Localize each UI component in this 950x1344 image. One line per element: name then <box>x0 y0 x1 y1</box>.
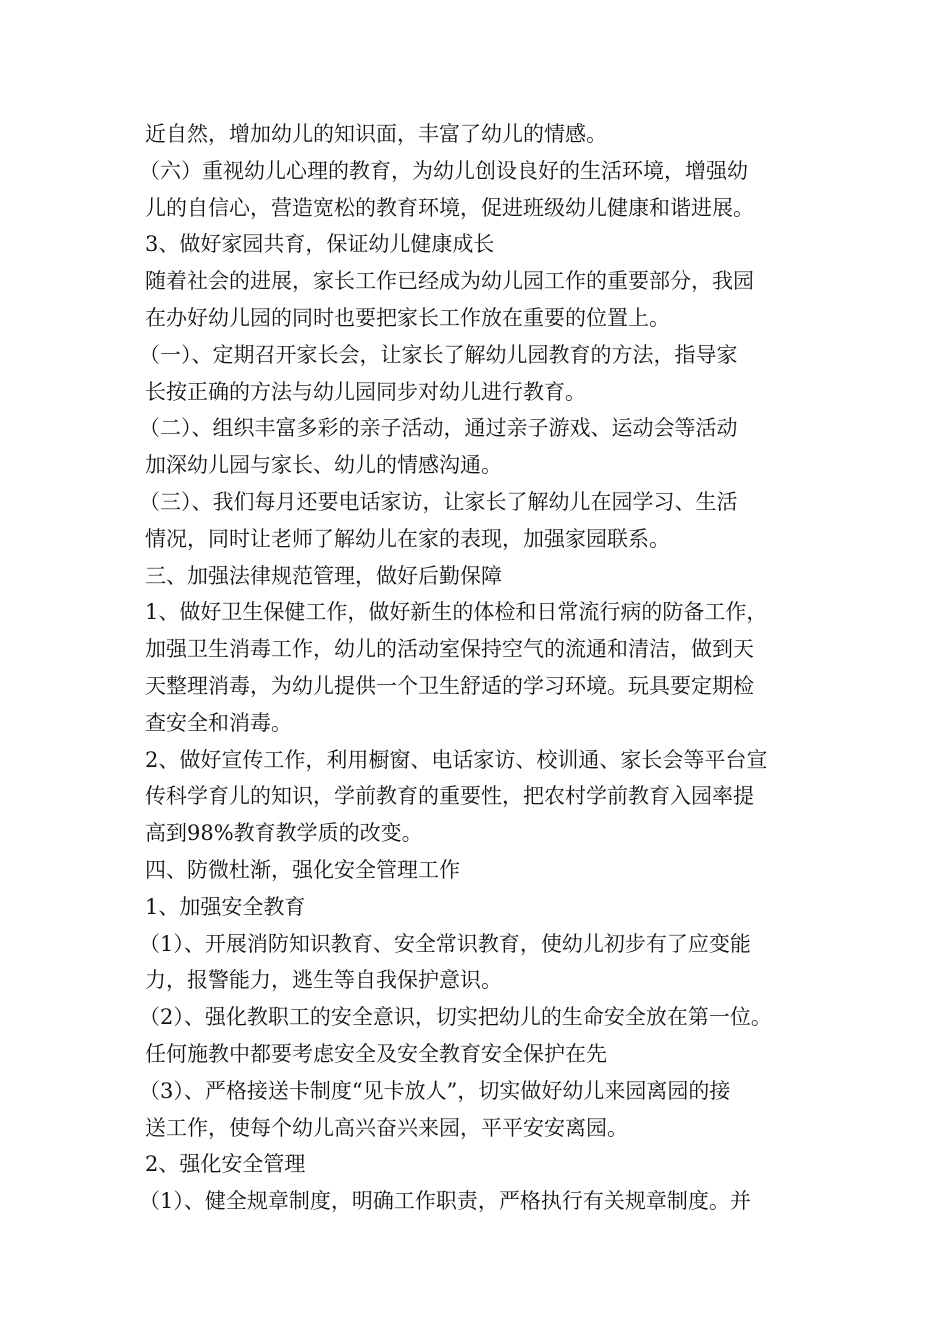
text-line: 情况，同时让老师了解幼儿在家的表现，加强家园联系。 <box>145 526 670 551</box>
text-line: 传科学育儿的知识，学前教育的重要性，把农村学前教育入园率提 <box>145 784 754 809</box>
text-line: （1）、健全规章制度，明确工作职责，严格执行有关规章制度。并 <box>139 1189 751 1214</box>
text-line: 长按正确的方法与幼儿园同步对幼儿进行教育。 <box>145 379 586 404</box>
text-line: （三）、我们每月还要电话家访，让家长了解幼儿在园学习、生活 <box>139 489 738 514</box>
text-line: （一）、定期召开家长会，让家长了解幼儿园教育的方法，指导家 <box>139 342 738 367</box>
text-line: 加强卫生消毒工作，幼儿的活动室保持空气的流通和清洁，做到天 <box>145 637 754 662</box>
text-line: 随着社会的进展，家长工作已经成为幼儿园工作的重要部分，我园 <box>145 269 754 294</box>
text-line: 加深幼儿园与家长、幼儿的情感沟通。 <box>145 453 502 478</box>
text-line: 高到98%教育教学质的改变。 <box>145 821 423 846</box>
text-line: 送工作，使每个幼儿高兴奋兴来园，平平安安离园。 <box>145 1115 628 1140</box>
text-line: 查安全和消毒。 <box>145 710 292 735</box>
text-line: （六）重视幼儿心理的教育，为幼儿创设良好的生活环境，增强幼 <box>139 158 748 183</box>
text-line: 在办好幼儿园的同时也要把家长工作放在重要的位置上。 <box>145 305 670 330</box>
text-line: （2）、强化教职工的安全意识，切实把幼儿的生命安全放在第一位。 <box>139 1005 772 1030</box>
section-heading: 3、做好家园共育，保证幼儿健康成长 <box>145 232 495 257</box>
text-line: 儿的自信心，营造宽松的教育环境，促进班级幼儿健康和谐进展。 <box>145 195 754 220</box>
text-line: （1）、开展消防知识教育、安全常识教育，使幼儿初步有了应变能 <box>139 931 751 956</box>
text-line: （3）、严格接送卡制度“见卡放人”，切实做好幼儿来园离园的接 <box>139 1078 731 1103</box>
text-line: 天整理消毒，为幼儿提供一个卫生舒适的学习环境。玩具要定期检 <box>145 673 754 698</box>
text-line: 1、做好卫生保健工作，做好新生的体检和日常流行病的防备工作， <box>145 600 768 625</box>
text-line: 近自然，增加幼儿的知识面，丰富了幼儿的情感。 <box>145 122 607 146</box>
subsection-heading: 1、加强安全教育 <box>145 894 306 919</box>
section-heading: 四、防微杜渐，强化安全管理工作 <box>145 857 460 882</box>
section-heading: 三、加强法律规范管理，做好后勤保障 <box>145 563 502 588</box>
text-line: 力，报警能力，逃生等自我保护意识。 <box>145 968 502 993</box>
text-line: 2、做好宣传工作，利用橱窗、电话家访、校训通、家长会等平台宣 <box>145 747 768 772</box>
subsection-heading: 2、强化安全管理 <box>145 1152 306 1177</box>
text-line: 任何施教中都要考虑安全及安全教育安全保护在先 <box>145 1041 607 1066</box>
document-body <box>139 116 835 1220</box>
text-line: （二）、组织丰富多彩的亲子活动，通过亲子游戏、运动会等活动 <box>139 416 738 441</box>
